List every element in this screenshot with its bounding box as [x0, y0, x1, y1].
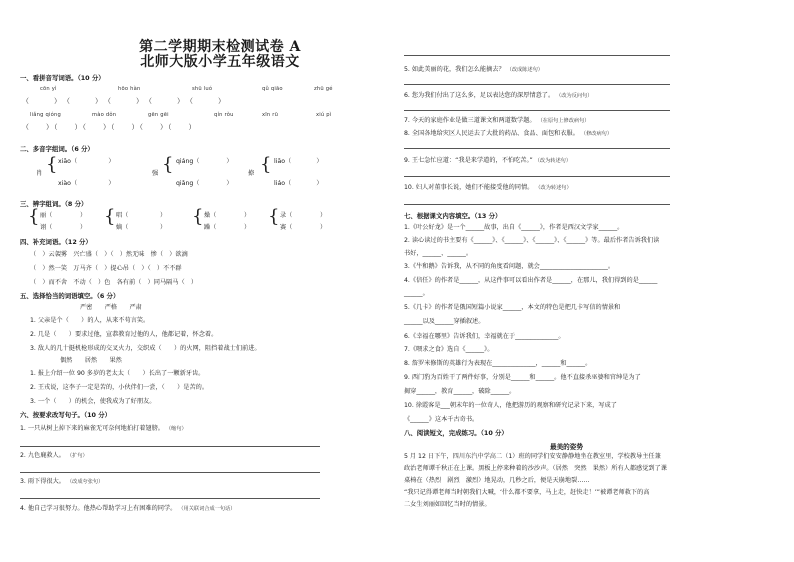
brace-icon: {	[162, 154, 174, 175]
polyphone-1a-close[interactable]: ）	[96, 158, 115, 165]
brace-icon: {	[260, 154, 272, 175]
polyphone-3a-close[interactable]: ）	[304, 158, 323, 165]
recall-line-2[interactable]: 2. 读心读过的书主要有《______》、《______》、《______》、《______》等。最后作者告诉我们读	[404, 237, 660, 244]
recall-line-3[interactable]: 书好，______、______。	[404, 250, 473, 257]
fill-q1[interactable]: 1. 父亲是个（ ）的人，从来不苟言笑。	[30, 317, 150, 324]
char-pair-4a: 录（	[280, 212, 293, 219]
pinyin-7: mào dǒn	[92, 112, 117, 118]
brace-icon: {	[268, 206, 280, 227]
rewrite-q4-text: 4. 他自己学习很努力。他热心帮助学习上有困难的同学。	[20, 505, 177, 512]
pinyin-11: xiú pì	[316, 112, 332, 118]
polyphone-3b-close[interactable]: ）	[304, 180, 323, 187]
passage-line-1: 5 月 12 日下午，四川东汽中学高二（1）班的同学们安安静静地坐在教室里，学校教导主任兼	[404, 453, 661, 460]
char-pair-3b: 躁（	[204, 224, 217, 231]
recall-line-9[interactable]: 6.《幸福在哪里》告诉我们，幸福就在于______________。	[404, 333, 565, 340]
char-pair-2b-close[interactable]: ）	[160, 224, 167, 231]
polyphone-1a: xiāo（	[58, 158, 78, 165]
rewrite-q9-note: （改为转述句）	[534, 158, 572, 164]
rewrite-q3-text: 3. 雨下得很大。	[20, 478, 65, 485]
fill-q2[interactable]: 2. 几是（ ）要求过他，宣恭教育过他的人，他都记着，怀念着。	[30, 331, 218, 338]
char-pair-3a-close[interactable]: ）	[244, 212, 251, 219]
fill-q5[interactable]: 2. 王戎说，这李子一定是苦的，小伙伴们一尝，（ ）是苦的。	[30, 384, 209, 391]
rewrite-q7-note: （在原句上修改病句）	[537, 118, 590, 124]
rewrite-q7-text: 7. 今天的家庭作业是做三道课文和两道数学题。	[404, 117, 536, 124]
polyphone-char-3: 撩	[248, 170, 255, 177]
recall-line-10[interactable]: 7.《喂求之食》选自《______》。	[404, 346, 494, 353]
title-line-1: 第二学期期末检测试卷 A	[139, 39, 301, 55]
idiom-row-2[interactable]: （ ）然一笑 万马齐（ ）提心吊（ ）（ ）不不群	[30, 265, 182, 272]
passage-title: 最美的姿势	[550, 443, 583, 451]
rewrite-q6-note: （改为反问句）	[556, 93, 593, 99]
section-4-heading: 四、补充词语。（12 分）	[20, 238, 92, 246]
answer-line[interactable]	[404, 176, 670, 177]
passage-line-4: “我只记得谭老师当时朝我们大喊，‘什么都不要拿，马上走，赶快走！’”被谭老师救下的高	[404, 489, 650, 496]
word-options-1: 严密 严格 严肃	[80, 304, 142, 311]
recall-line-15[interactable]: 《______》这本千古奇书。	[404, 416, 479, 423]
answer-line[interactable]	[404, 110, 670, 111]
rewrite-q7	[404, 117, 589, 125]
section-6-heading: 六、按要求改写句子。（10 分）	[20, 411, 111, 419]
rewrite-q1-note: （缩句）	[165, 426, 187, 432]
rewrite-q10-text: 10. 妇人对董事长说，她们不能接受他的同情。	[404, 184, 534, 191]
rewrite-q1-text: 1. 一只从树上掉下来的麻雀无可奈何地拍打着翅膀。	[20, 425, 164, 432]
char-pair-4b: 赛（	[280, 224, 293, 231]
char-pair-4b-close[interactable]: ）	[320, 224, 327, 231]
rewrite-q3-note: （改成夸张句）	[66, 479, 104, 485]
brace-icon: {	[104, 206, 116, 227]
section-1-heading: 一、看拼音写词语。（10 分）	[20, 74, 105, 82]
polyphone-3a: liāo（	[274, 158, 292, 165]
rewrite-q10	[404, 184, 572, 192]
pinyin-2: hōo hàn	[118, 86, 141, 92]
char-pair-2b: 嫡（	[116, 224, 129, 231]
answer-line[interactable]	[20, 472, 320, 473]
polyphone-3b: liáo（	[274, 180, 292, 187]
section-3-heading: 三、辨字组词。（8 分）	[20, 200, 88, 208]
rewrite-q5	[404, 66, 543, 74]
word-options-2: 偶然 居然 果然	[60, 357, 122, 364]
rewrite-q9-text: 9. 王七急忙应道：“我是来学道的，不怕吃苦。”	[404, 157, 533, 164]
idiom-row-1[interactable]: （ ）云袈雾 兴亡盛（ ）（ ）然无味 惨（ ）欲滴	[30, 251, 188, 258]
pinyin-4: qǔ qiāo	[262, 86, 283, 92]
rewrite-q4-note: （用关联词合成一句话）	[178, 506, 236, 512]
recall-line-5[interactable]: 4.《信任》的作者是______，从这件事可以看出作者是______，在那儿，我们得到的是______	[404, 277, 658, 284]
char-pair-2a-close[interactable]: ）	[160, 212, 167, 219]
rewrite-q8-note: （修改病句）	[580, 131, 613, 137]
idiom-row-3[interactable]: （ ）而不舍 不动（ ）色 各有前（ ）同马隔马（ ）	[30, 279, 198, 286]
polyphone-1b-close[interactable]: ）	[96, 180, 115, 187]
recall-line-12[interactable]: 9. 西门豹为百姓干了两件好事，分别是______和______。他不直接杀巫婆和官绅是为了	[404, 374, 641, 381]
rewrite-q9	[404, 157, 571, 165]
char-pair-2a: 唱（	[116, 212, 129, 219]
fill-q4[interactable]: 1. 报上介绍一位 90 多岁的老太太（ ）长出了一颗新牙齿。	[30, 370, 205, 377]
passage-line-3: 桌椅在（热烈 剧烈 激烈）地晃动，几秒之后，便是天崩地裂……	[404, 477, 590, 484]
rewrite-q2-note: （扩句）	[66, 453, 88, 459]
recall-line-4[interactable]: 3.《牛和鹅》告诉我，从不同的角度看问题，就会______________________。	[404, 263, 615, 270]
rewrite-q8-text: 8. 全国各地给灾区人民运去了大批的药品、食品、面包和衣服。	[404, 130, 579, 137]
recall-line-13[interactable]: 揭穿______，教育______，破除______。	[404, 388, 516, 395]
answer-line[interactable]	[404, 148, 670, 149]
brace-icon: {	[28, 206, 40, 227]
recall-line-8[interactable]: ______以及______穿插叙述。	[404, 318, 485, 325]
rewrite-q1	[20, 425, 187, 433]
char-pair-3a: 燥（	[204, 212, 217, 219]
recall-line-11[interactable]: 8. 詹罗米修斯的英雄行为表现在______________，______和______。	[404, 360, 592, 367]
answer-line[interactable]	[20, 446, 320, 447]
recall-line-1[interactable]: 1.《叶公好龙》是一个______故事，出自《______》，作者是西汉文学家______。	[404, 224, 624, 231]
rewrite-q8	[404, 130, 612, 138]
rewrite-q4	[20, 505, 235, 513]
recall-line-14[interactable]: 10. 徐霞客是___朝末年的一位奇人，他把游历的观察和研究记录下来，写成了	[404, 402, 617, 409]
polyphone-1b: xiào（	[58, 180, 78, 187]
recall-line-6[interactable]: ______。	[404, 290, 429, 297]
char-pair-1b-close[interactable]: ）	[80, 224, 87, 231]
section-8-heading: 八、阅读短文，完成练习。（10 分）	[404, 429, 508, 437]
fill-q3[interactable]: 3. 敌人的几十挺机枪形成的交叉火力，交织成（ ）的火网，阻挡着战士们前进。	[30, 345, 261, 352]
rewrite-q2-text: 2. 九色鹿救人。	[20, 452, 65, 459]
char-pair-3b-close[interactable]: ）	[244, 224, 251, 231]
rewrite-q3	[20, 478, 103, 486]
brace-icon: {	[46, 154, 58, 175]
polyphone-char-1: 肖	[36, 170, 43, 177]
rewrite-q6-text: 6. 您为我们付出了这么多，足以表达您的深厚情意了。	[404, 92, 555, 99]
rewrite-q10-note: （改为转述句）	[535, 185, 572, 191]
polyphone-2b: qiǎng（	[176, 180, 200, 187]
pinyin-3: shū luó	[192, 86, 213, 92]
answer-line[interactable]	[404, 204, 670, 205]
answer-line[interactable]	[404, 84, 670, 85]
section-7-heading: 七、根据课文内容填空。（13 分）	[404, 212, 502, 220]
exam-title	[130, 40, 310, 70]
section-2-heading: 二、多音字组词。（6 分）	[20, 145, 94, 153]
polyphone-char-2: 强	[152, 170, 159, 177]
brace-icon: {	[192, 206, 204, 227]
answer-line[interactable]	[404, 55, 670, 56]
answer-line[interactable]	[20, 498, 320, 499]
rewrite-q2	[20, 452, 88, 460]
char-pair-1b: 诩（	[40, 224, 53, 231]
rewrite-q6	[404, 92, 592, 100]
char-pair-1a-close[interactable]: ）	[80, 212, 87, 219]
polyphone-2a-close[interactable]: ）	[214, 158, 233, 165]
pinyin-8: gēn gēi	[148, 112, 169, 118]
char-pair-4a-close[interactable]: ）	[320, 212, 327, 219]
pinyin-5: zhū gé	[314, 86, 333, 92]
pinyin-9: qín rǒu	[214, 112, 234, 118]
polyphone-2a: qiáng（	[176, 158, 200, 165]
title-line-2: 北师大版小学五年级语文	[140, 54, 300, 70]
pinyin-6: liǎng qióng	[30, 112, 61, 118]
answer-blanks-row-1[interactable]: （ ） （ ） （ ） （ ） （ ）	[22, 97, 226, 105]
recall-line-7[interactable]: 5.《几卡》的作者是俄国短篇小说家______，本文的特色是把几卡写信的情景和	[404, 304, 621, 311]
pinyin-1: cōn yì	[40, 86, 57, 92]
char-pair-1a: 丽（	[40, 212, 53, 219]
passage-line-5: 二女生刘丽如回忆当时的情景。	[404, 501, 491, 508]
fill-q6[interactable]: 3. 一个（ ）的机会，使我成为了好朋友。	[30, 398, 156, 405]
polyphone-2b-close[interactable]: ）	[214, 180, 233, 187]
rewrite-q5-note: （改成陈述句）	[506, 67, 543, 73]
answer-blanks-row-2[interactable]: （ ）（ ）（ ）（ ）（ ）（ ）	[22, 123, 197, 131]
passage-line-2: 政治老师谭千秋正在上课。黑板上停来种着的沙沙声。（居然 突然 果然）所有人都感觉到了课	[404, 465, 667, 472]
rewrite-q5-text: 5. 如此美丽的花，我们怎么能摘去？	[404, 66, 505, 73]
section-5-heading: 五、选择恰当的词语填空。（6 分）	[20, 292, 120, 300]
pinyin-10: xīn rū	[262, 112, 279, 118]
